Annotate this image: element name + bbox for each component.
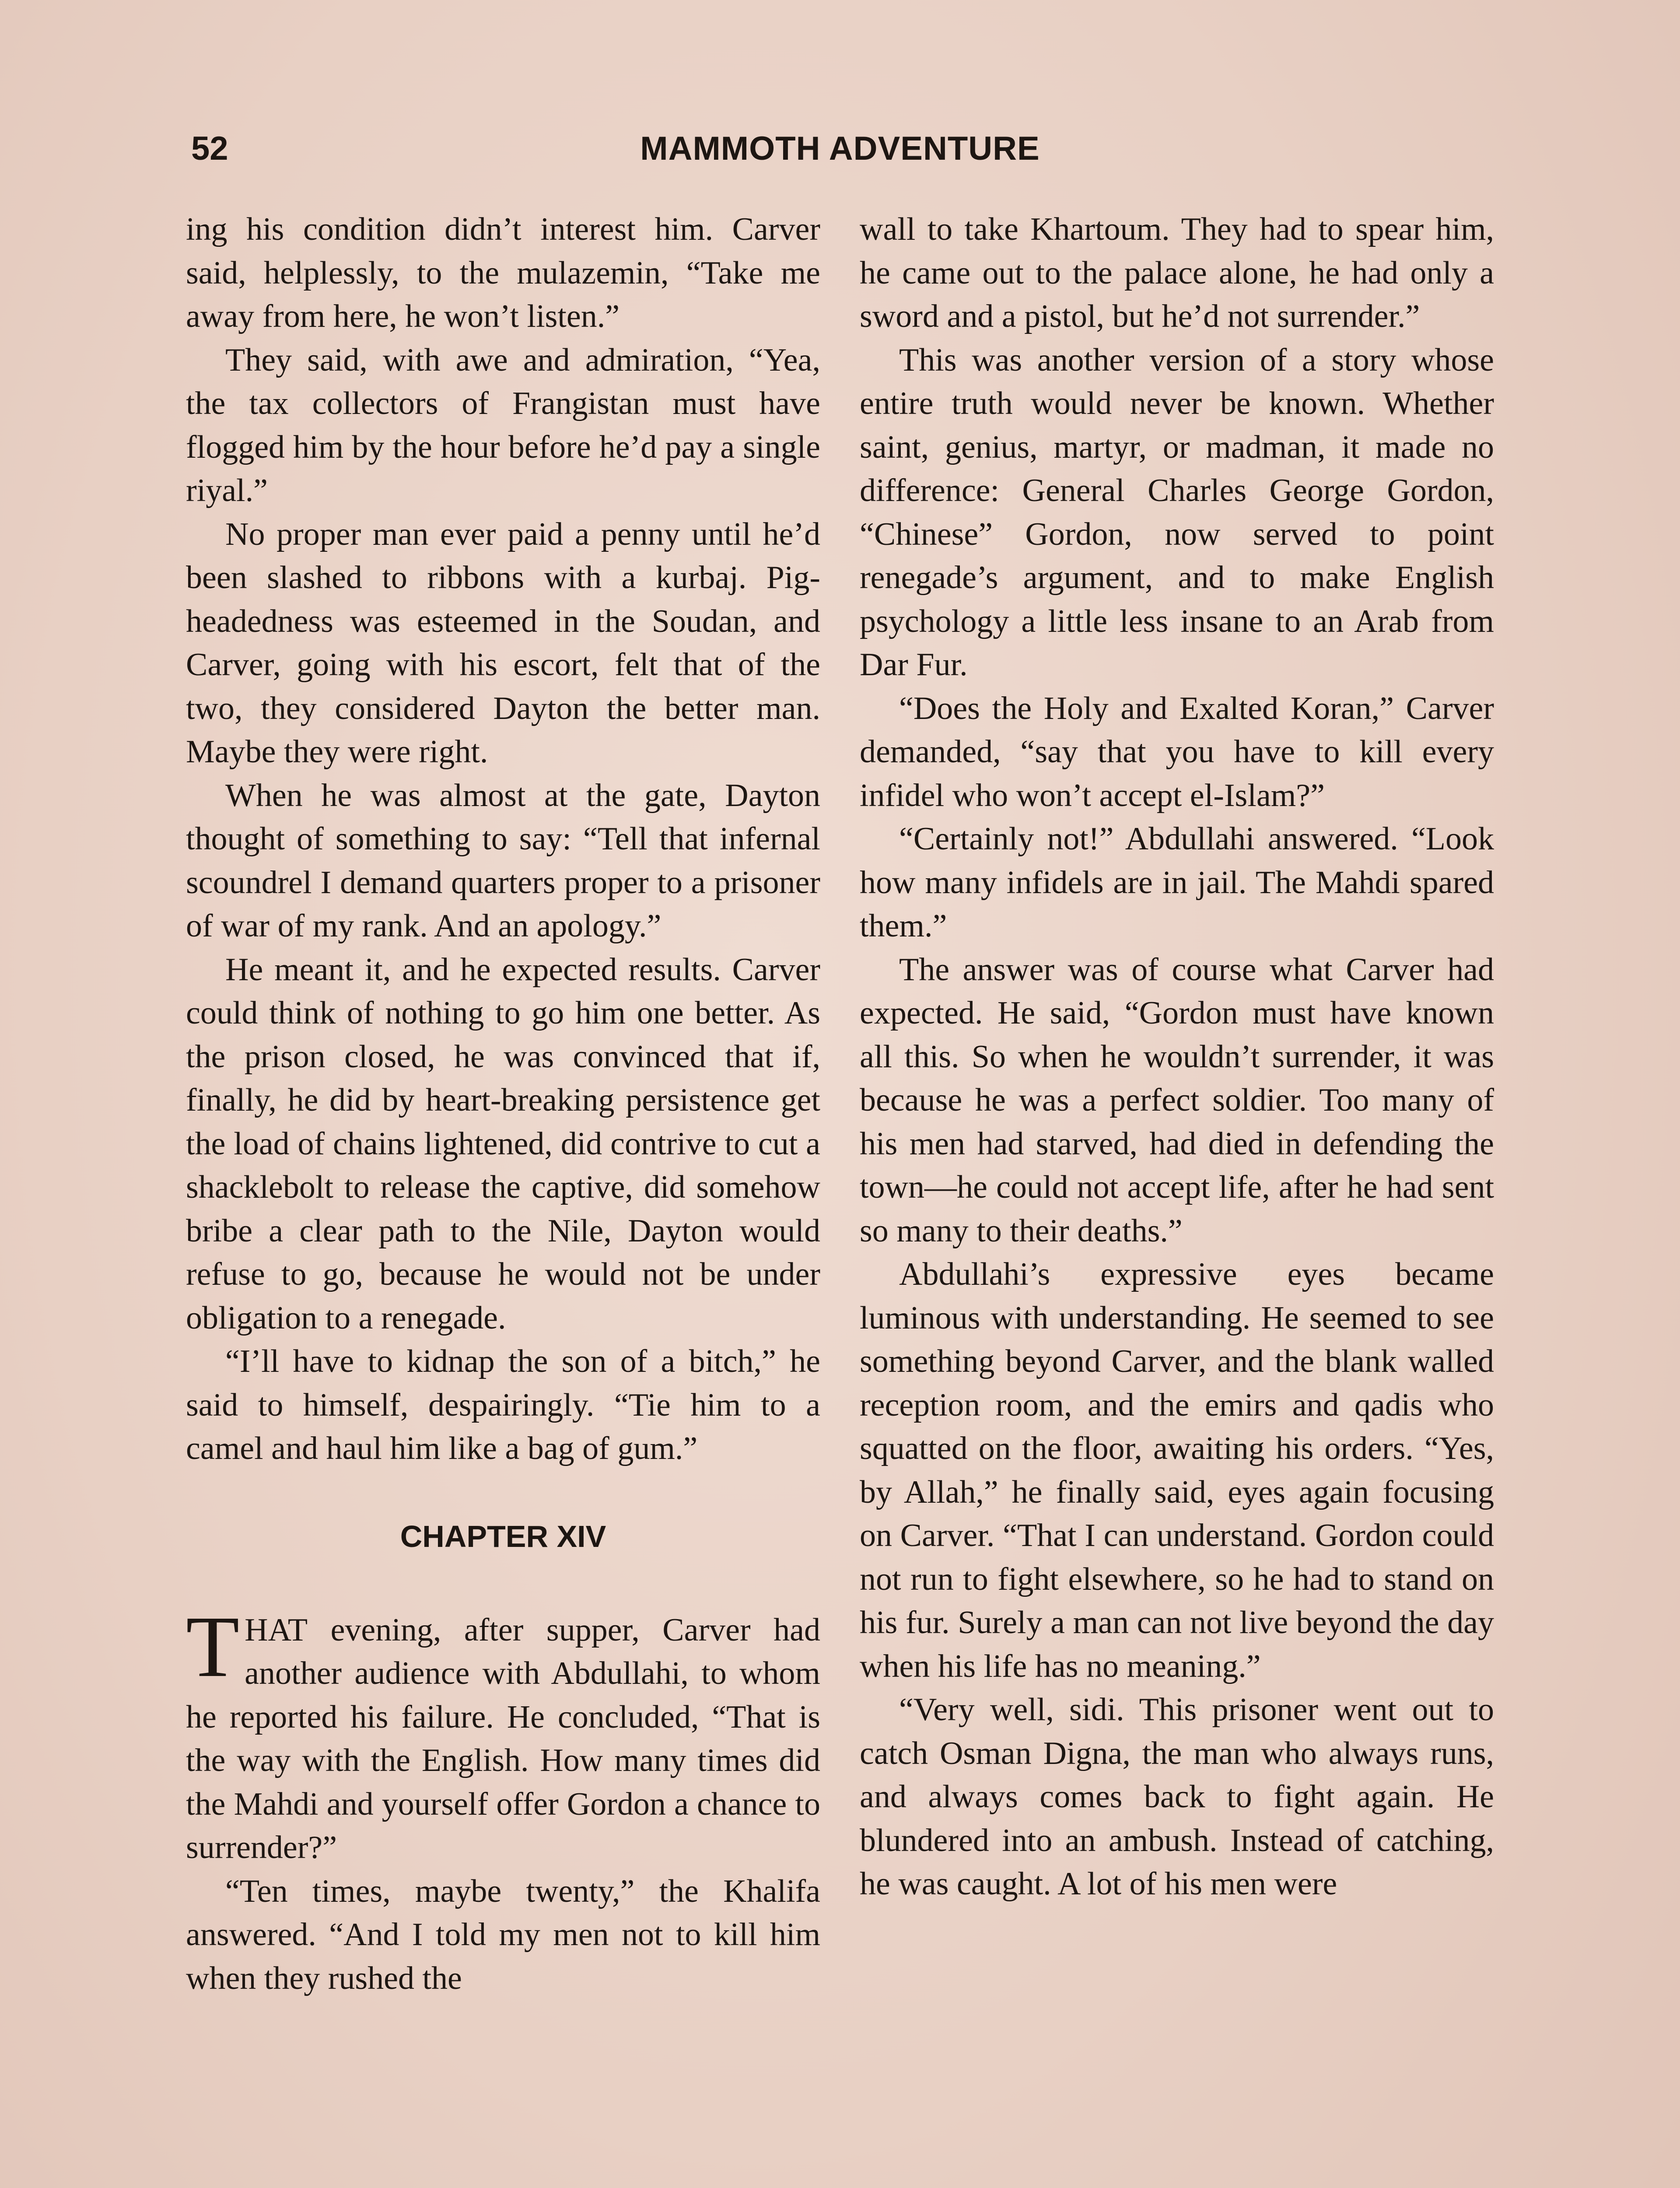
paragraph: No proper man ever paid a penny until he’d been slashed to ribbons with a kurbaj. Pig-headedness was esteemed in the Soudan, and Carver, going with his escort, felt that of the two, they considered Dayton the better man. Maybe they were right. <box>186 516 820 770</box>
paragraph: “Ten times, maybe twenty,” the Khalifa answered. “And I told my men not to kill him when they rushed the <box>186 1873 820 1996</box>
page-number: 52 <box>191 130 228 167</box>
chapter-heading: CHAPTER XIV <box>400 1519 606 1553</box>
paragraph: “Certainly not!” Abdullahi answered. “Look how many infidels are in jail. The Mahdi spared them.” <box>860 821 1494 944</box>
running-head: MAMMOTH ADVENTURE <box>640 130 1040 167</box>
paragraph: They said, with awe and admiration, “Yea, the tax collectors of Frangistan must have flogged him by the hour before he’d pay a single riyal.” <box>186 342 820 508</box>
drop-cap: T <box>186 1598 240 1695</box>
paragraph: “Does the Holy and Exalted Koran,” Carver demanded, “say that you have to kill every infidel who won’t accept el-Islam?” <box>860 690 1494 813</box>
paragraph: This was another version of a story whose entire truth would never be known. Whether saint, genius, martyr, or madman, it made no difference: General Charles George Gordon, “Chinese” Gordon, now served to point renegade’s argument, and to make English psychology a little less insane to an Arab from Dar Fur. <box>860 342 1494 683</box>
paragraph: The answer was of course what Carver had expected. He said, “Gordon must have known all this. So when he wouldn’t surrender, it was because he was a perfect soldier. Too many of his men had starved, had died in defending the town—he could not accept life, after he had sent so many to their deaths.” <box>860 951 1494 1249</box>
right-column <box>860 208 1494 1906</box>
paragraph: ing his condition didn’t interest him. Carver said, helplessly, to the mulazemin, “Take me away from here, he won’t listen.” <box>186 211 820 334</box>
page-header <box>186 127 1494 175</box>
paragraph: “I’ll have to kidnap the son of a bitch,” he said to himself, despairingly. “Tie him to a camel and haul him like a bag of gum.” <box>186 1343 820 1466</box>
opening-smallcaps: HAT <box>245 1612 308 1648</box>
chapter-opening-paragraph <box>186 1598 820 1870</box>
paragraph: wall to take Khartoum. They had to spear him, he came out to the palace alone, he had only a sword and a pistol, but he’d not surrender.” <box>860 211 1494 334</box>
paragraph: “Very well, sidi. This prisoner went out to catch Osman Digna, the man who always runs, and always comes back to fight again. He blundered into an ambush. Instead of catching, he was caught. A lot of his men were <box>860 1692 1494 1902</box>
left-column <box>186 208 820 2000</box>
paragraph: He meant it, and he expected results. Carver could think of nothing to go him one better. As the prison closed, he was convinced that if, finally, he did by heart-breaking persistence get the load of chains lightened, did contrive to cut a shacklebolt to release the captive, did somehow bribe a clear path to the Nile, Dayton would refuse to go, because he would not be under obligation to a renegade. <box>186 951 820 1336</box>
opening-text: evening, after supper, Carver had another audience with Abdullahi, to whom he reported his failure. He concluded, “That is the way with the English. How many times did the Mahdi and yourself offer Gordon a chance to surrender?” <box>186 1612 820 1865</box>
paragraph: When he was almost at the gate, Dayton thought of something to say: “Tell that infernal scoundrel I demand quarters proper to a prisoner of war of my rank. And an apology.” <box>186 777 820 944</box>
paragraph: Abdullahi’s expressive eyes became luminous with understanding. He seemed to see something beyond Carver, and the blank walled reception room, and the emirs and qadis who squatted on the floor, awaiting his orders. “Yes, by Allah,” he finally said, eyes again focusing on Carver. “That I can understand. Gordon could not run to fight elsewhere, so he had to stand on his fur. Surely a man can not live beyond the day when his life has no meaning.” <box>860 1256 1494 1684</box>
